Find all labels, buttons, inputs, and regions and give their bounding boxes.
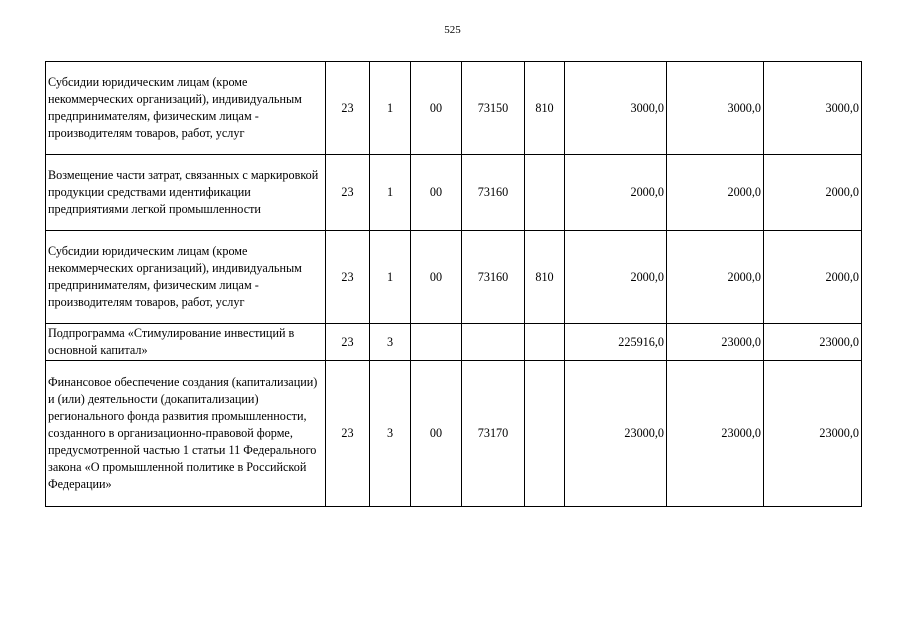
- code-cell: 23: [326, 155, 370, 231]
- amount-cell: 3000,0: [565, 62, 667, 155]
- amount-cell: 23000,0: [667, 324, 764, 361]
- code-cell: 00: [411, 62, 462, 155]
- amount-cell: 2000,0: [565, 155, 667, 231]
- row-name-cell: Подпрограмма «Стимулирование инвестиций в основной капитал»: [46, 324, 326, 361]
- code-cell: [525, 324, 565, 361]
- code-cell: 73160: [462, 155, 525, 231]
- row-name-cell: Финансовое обеспечение создания (капитализации) и (или) деятельности (докапитализации) регионального фонда развития промышленности, созданного в организационно-правовой форме, предусмотренной частью 1 статьи 11 Федерального закона «О промышленной политике в Российской Федерации»: [46, 361, 326, 507]
- amount-cell: 225916,0: [565, 324, 667, 361]
- row-name-cell: Субсидии юридическим лицам (кроме некоммерческих организаций), индивидуальным предпринимателям, физическим лицам - производителям товаров, работ, услуг: [46, 62, 326, 155]
- code-cell: 1: [370, 62, 411, 155]
- code-cell: 810: [525, 62, 565, 155]
- amount-cell: 2000,0: [764, 231, 862, 324]
- code-cell: [525, 361, 565, 507]
- page-number: 525: [444, 24, 461, 36]
- code-cell: 3: [370, 361, 411, 507]
- table-row: [46, 62, 862, 155]
- code-cell: 810: [525, 231, 565, 324]
- code-cell: 00: [411, 361, 462, 507]
- table-row: [46, 155, 862, 231]
- code-cell: 23: [326, 231, 370, 324]
- code-cell: 00: [411, 155, 462, 231]
- table-row: [46, 361, 862, 507]
- row-name-cell: Возмещение части затрат, связанных с маркировкой продукции средствами идентификации предприятиями легкой промышленности: [46, 155, 326, 231]
- amount-cell: 23000,0: [764, 324, 862, 361]
- code-cell: 1: [370, 155, 411, 231]
- amount-cell: 2000,0: [667, 155, 764, 231]
- code-cell: [462, 324, 525, 361]
- amount-cell: 3000,0: [667, 62, 764, 155]
- code-cell: 23: [326, 324, 370, 361]
- code-cell: 73160: [462, 231, 525, 324]
- table-row: [46, 231, 862, 324]
- amount-cell: 2000,0: [667, 231, 764, 324]
- code-cell: 3: [370, 324, 411, 361]
- amount-cell: 23000,0: [764, 361, 862, 507]
- code-cell: [411, 324, 462, 361]
- budget-table: [45, 61, 862, 507]
- table-row: [46, 324, 862, 361]
- code-cell: 73170: [462, 361, 525, 507]
- code-cell: 73150: [462, 62, 525, 155]
- amount-cell: 2000,0: [764, 155, 862, 231]
- code-cell: 1: [370, 231, 411, 324]
- amount-cell: 23000,0: [565, 361, 667, 507]
- code-cell: 23: [326, 62, 370, 155]
- amount-cell: 23000,0: [667, 361, 764, 507]
- amount-cell: 3000,0: [764, 62, 862, 155]
- code-cell: 00: [411, 231, 462, 324]
- row-name-cell: Субсидии юридическим лицам (кроме некоммерческих организаций), индивидуальным предпринимателям, физическим лицам - производителям товаров, работ, услуг: [46, 231, 326, 324]
- code-cell: [525, 155, 565, 231]
- amount-cell: 2000,0: [565, 231, 667, 324]
- code-cell: 23: [326, 361, 370, 507]
